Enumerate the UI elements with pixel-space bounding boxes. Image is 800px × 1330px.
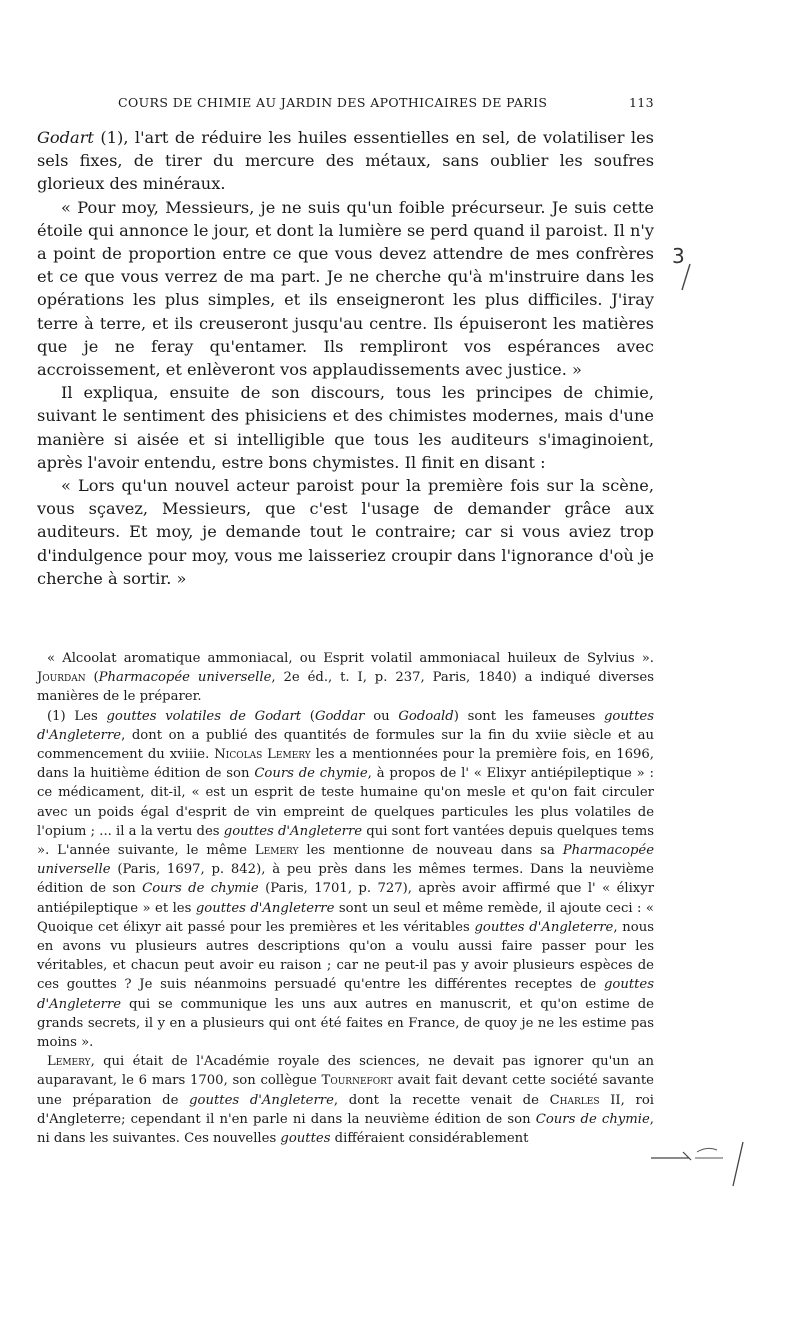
footnote-continuation: Lemery, qui était de l'Académie royale des sciences, ne devait pas ignorer qu'un an auparavant, le 6 mars 1700, son collègue Tournefort avait fait devant cette société savante une préparation de gouttes d'Angleterre, dont la recette venait de Charles II, roi d'Angleterre; cependant il n'en parle ni dans la neuvième édition de son Cours de chymie, ni dans les suivantes. Ces nouvelles gouttes différaient considérablement: [37, 1054, 654, 1147]
footnote-a: « Alcoolat aromatique ammoniacal, ou Esprit volatil ammoniacal huileux de Sylvius ». Jourdan (Pharmacopée universelle, 2e éd., t. I, p. 237, Paris, 1840) a indiqué diverses manières de le préparer.: [37, 651, 654, 705]
margin-slash-mark: [676, 262, 696, 292]
footnotes: [37, 649, 654, 1148]
running-title: COURS DE CHIMIE AU JARDIN DES APOTHICAIRES DE PARIS: [118, 95, 548, 110]
paragraph-3: Il expliqua, ensuite de son discours, tous les principes de chimie, suivant le sentiment des phisiciens et des chimistes modernes, mais d'une manière si aisée et si intelligible que tous les auditeurs s'imaginoient, après l'avoir entendu, estre bons chymistes. Il finit en disant :: [37, 383, 654, 472]
footnote-1: (1) Les gouttes volatiles de Godart (Goddar ou Godoald) sont les fameuses gouttes d'Angleterre, dont on a publié des quantités de formules sur la fin du xviie siècle et au commencement du xviiie. Nicolas Lemery les a mentionnées pour la première fois, en 1696, dans la huitième édition de son Cours de chymie, à propos de l' « Elixyr antiépileptique » : ce médicament, dit-il, « est un esprit de teste humaine qu'on mesle et qu'on fait circuler avec un poids égal d'esprit de vin empreint de quelques particules les plus volatiles de l'opium ; ... il a la vertu des gouttes d'Angleterre qui sont fort vantées depuis quelques tems ». L'année suivante, le même Lemery les mentionne de nouveau dans sa Pharmacopée universelle (Paris, 1697, p. 842), à peu près dans les mêmes termes. Dans la neuvième édition de son Cours de chymie (Paris, 1701, p. 727), après avoir affirmé que l' « élixyr antiépileptique » et les gouttes d'Angleterre sont un seul et même remède, il ajoute ceci : « Quoique cet élixyr ait passé pour les premières et les véritables gouttes d'Angleterre, nous en avons vu plusieurs autres descriptions qu'on a voulu aussi faire passer pour les véritables, et chacun peut avoir eu raison ; car ne peut-il pas y avoir plusieurs espèces de ces gouttes ? Je suis néanmoins persuadé qu'entre les différentes receptes de gouttes d'Angleterre qui se communique les uns aux autres en manuscrit, et qu'on estime de grands secrets, il y en a plusieurs qui ont été faites en France, de quoy je ne les estime pas moins ».: [37, 708, 655, 1051]
main-text: [37, 126, 654, 590]
paragraph-2: « Pour moy, Messieurs, je ne suis qu'un foible précurseur. Je suis cette étoile qui annonce le jour, et dont la lumière se perd quand il paroist. Il n'y a point de proportion entre ce que vous devez attendre de mes confrères et ce que vous verrez de ma part. Je ne cherche qu'à m'instruire dans les opérations les plus simples, et ils enseigneront les plus difficiles. J'iray terre à terre, et ils creuseront jusqu'au centre. Ils épuiseront les matières que je ne feray qu'entamer. Ils rempliront vos espérances avec accroissement, et enlèveront vos applaudissements avec justice. »: [37, 197, 654, 380]
page-number: 113: [628, 95, 654, 110]
pen-strokes-mark: [645, 1138, 765, 1190]
paragraph-1: [37, 126, 654, 196]
paragraph-4: « Lors qu'un nouvel acteur paroist pour la première fois sur la scène, vous sçavez, Messieurs, que c'est l'usage de demander grâce aux auditeurs. Et moy, je demande tout le contraire; car si vous aviez trop d'indulgence pour moy, vous me laisseriez croupir dans l'ignorance d'où je cherche à sortir. »: [37, 476, 654, 588]
running-header: [118, 95, 654, 110]
margin-mark-number: 3: [672, 244, 685, 268]
author-name: Godart: [37, 128, 94, 147]
paragraph-1-text: (1), l'art de réduire les huiles essentielles en sel, de volatiliser les sels fixes, de tirer du mercure des métaux, sans oublier les soufres glorieux des minéraux.: [37, 128, 654, 194]
